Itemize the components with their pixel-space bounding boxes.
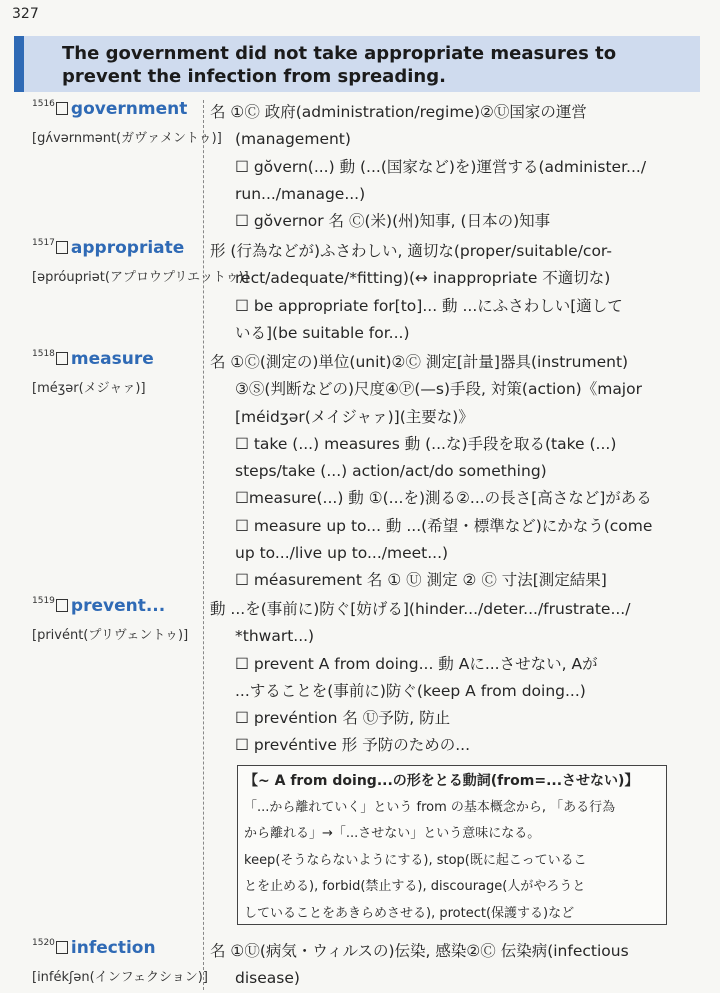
derivative-line: ☐measure(...) 動 ①(...を)測る②...の長さ[高さなど]がある <box>235 489 652 508</box>
definition-line: 名 ①Ⓒ 政府(administration/regime)②Ⓤ国家の運営 <box>210 103 587 121</box>
headword: prevent... <box>70 596 166 616</box>
headword: infection <box>70 938 156 958</box>
definition-line: [méidʒər(メイジャァ)](主要な)》 <box>235 407 474 426</box>
checkbox-icon[interactable] <box>56 599 68 612</box>
derivative-line: ☐ gŏvern(...) 動 (...(国家など)を)運営する(administer.../ <box>235 157 647 176</box>
definition-line: 形 (行為などが)ふさわしい, 適切な(proper/suitable/cor- <box>210 242 612 260</box>
definition-line: steps/take (...) action/act/do something) <box>235 462 547 481</box>
checkbox-icon[interactable] <box>56 241 68 254</box>
entry-definition <box>210 596 668 760</box>
derivative-line: ☐ take (...) measures 動 (...な)手段を取る(take (...) <box>235 434 617 453</box>
pronunciation: [infékʃən(インフェクション)] <box>32 970 208 985</box>
pronunciation: [gʌ́vərnmənt(ガヴァメントゥ)] <box>32 131 222 146</box>
entry-definition <box>210 349 668 595</box>
derivative-line: ☐ measure up to... 動 ...(希望・標準など)にかなう(come <box>235 516 653 535</box>
definition-line: 名 ①Ⓤ(病気・ウィルスの)伝染, 感染②Ⓒ 伝染病(infectious <box>210 942 629 960</box>
definition-line: 動 ...を(事前に)防ぐ[妨げる](hinder.../deter.../frustrate.../ <box>210 600 631 618</box>
derivative-line: ☐ prevéntive 形 予防のための... <box>235 736 470 755</box>
headword: appropriate <box>70 238 185 258</box>
definition-line: ③Ⓢ(判断などの)尺度④Ⓟ(—s)手段, 対策(action)《major <box>235 380 642 399</box>
entry-number: 1517 <box>32 238 55 248</box>
example-sentence-banner <box>14 36 700 92</box>
definition-line: いる](be suitable for...) <box>235 323 410 342</box>
checkbox-icon[interactable] <box>56 941 68 954</box>
usage-note-line: 「...から離れていく」という from の基本概念から, 「ある行為 <box>244 799 616 815</box>
definition-line: run.../manage...) <box>235 184 366 203</box>
derivative-line: ☐ prevent A from doing... 動 Aに...させない, Aが <box>235 654 598 673</box>
pronunciation: [méʒər(メジャァ)] <box>32 381 146 396</box>
page-number: 327 <box>12 6 39 22</box>
checkbox-icon[interactable] <box>56 102 68 115</box>
entry-definition <box>210 99 668 235</box>
entry-number: 1516 <box>32 99 55 109</box>
pronunciation: [privént(プリヴェントゥ)] <box>32 628 189 643</box>
entry-definition <box>210 938 668 993</box>
derivative-line: ☐ méasurement 名 ① Ⓤ 測定 ② Ⓒ 寸法[測定結果] <box>235 571 607 590</box>
checkbox-icon[interactable] <box>56 352 68 365</box>
usage-note-box <box>237 765 667 925</box>
example-sentence: The government did not take appropriate measures to prevent the infection from spreading. <box>62 43 617 87</box>
entry-number: 1519 <box>32 596 55 606</box>
derivative-line: ☐ prevéntion 名 Ⓤ予防, 防止 <box>235 709 451 728</box>
definition-line: *thwart...) <box>235 627 315 646</box>
headword: measure <box>70 349 154 369</box>
pronunciation: [əpróupriət(アプロウプリエットゥ)] <box>32 270 249 285</box>
definition-line: disease) <box>235 969 300 988</box>
definition-line: 名 ①Ⓒ(測定の)単位(unit)②Ⓒ 測定[計量]器具(instrument) <box>210 353 629 371</box>
entry-definition <box>210 238 668 347</box>
column-divider <box>203 100 204 990</box>
definition-line: ...することを(事前に)防ぐ(keep A from doing...) <box>235 681 586 700</box>
definition-line: up to.../live up to.../meet...) <box>235 544 449 563</box>
usage-note-line: していることをあきらめさせる), protect(保護する)など <box>244 905 575 921</box>
headword: government <box>70 99 188 119</box>
entry-number: 1520 <box>32 938 55 948</box>
usage-note-title: 【~ A from doing...の形をとる動詞(from=...させない)】 <box>244 773 639 789</box>
definition-line: rect/adequate/*fitting)(↔ inappropriate 不適切な) <box>235 269 611 288</box>
entry-number: 1518 <box>32 349 55 359</box>
usage-note-line: から離れる」→「...させない」という意味になる。 <box>244 826 541 842</box>
usage-note-line: keep(そうならないようにする), stop(既に起こっているこ <box>244 852 587 868</box>
derivative-line: ☐ gŏvernor 名 Ⓒ(米)(州)知事, (日本の)知事 <box>235 212 551 231</box>
definition-line: (management) <box>235 130 351 149</box>
usage-note-line: とを止める), forbid(禁止する), discourage(人がやろうと <box>244 879 586 895</box>
derivative-line: ☐ be appropriate for[to]... 動 ...にふさわしい[適して <box>235 296 623 315</box>
